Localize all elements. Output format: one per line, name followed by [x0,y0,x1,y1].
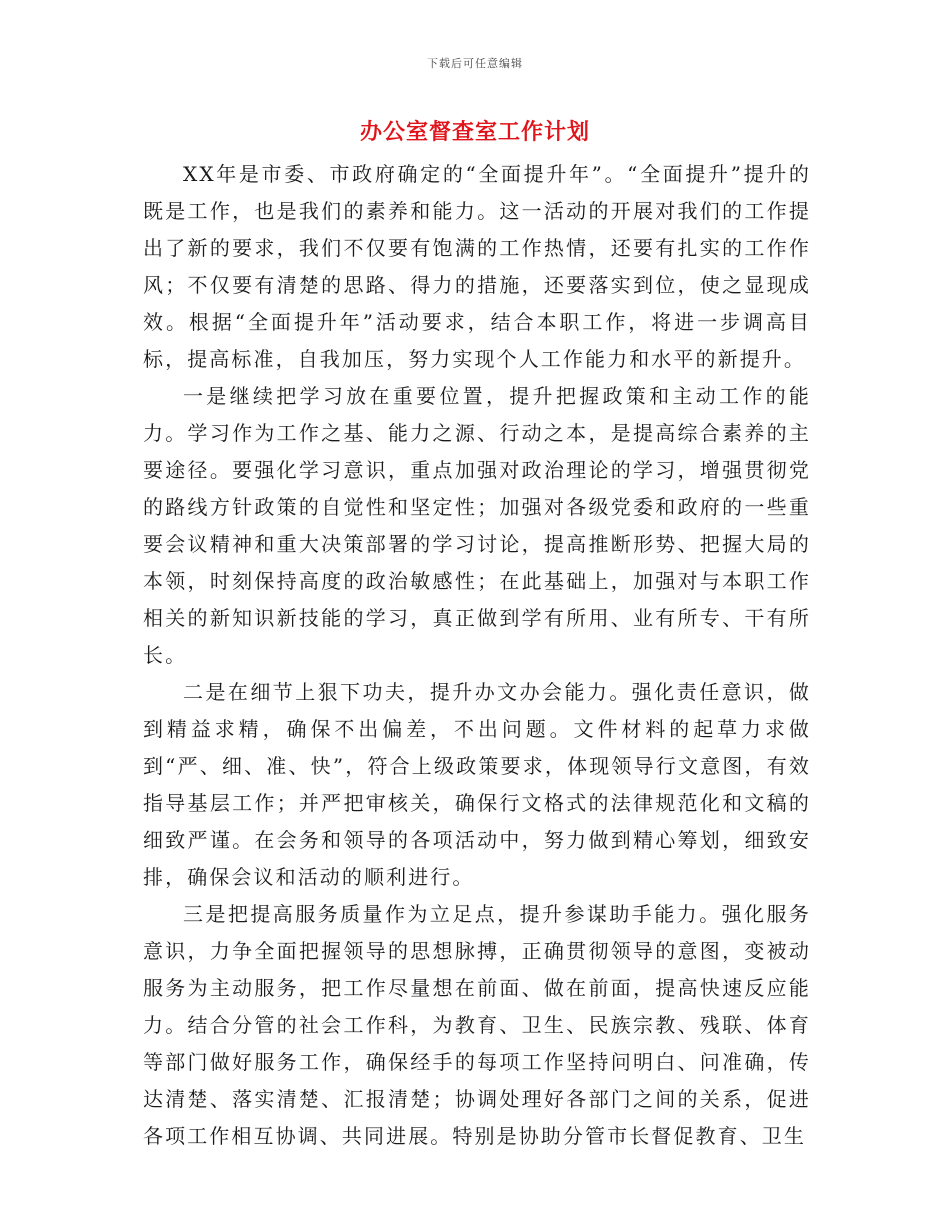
paragraph-point-two: 二是在细节上狠下功夫，提升办文办会能力。强化责任意识，做到精益求精，确保不出偏差，不出问题。文件材料的起草力求做到“严、细、准、快”，符合上级政策要求，体现领导行文意图，有效指导基层工作；并严把审核关，确保行文格式的法律规范化和文稿的细致严谨。在会务和领导的各项活动中，努力做到精心筹划，细致安排，确保会议和活动的顺利进行。 [143,680,811,889]
header-note: 下载后可任意编辑 [427,57,523,70]
document-title: 办公室督查室工作计划 [359,119,590,145]
paragraph-intro: XX年是市委、市政府确定的“全面提升年”。“全面提升”提升的既是工作，也是我们的素养和能力。这一活动的开展对我们的工作提出了新的要求，我们不仅要有饱满的工作热情，还要有扎实的工作作风；不仅要有清楚的思路、得力的措施，还要落实到位，使之显现成效。根据“全面提升年”活动要求，结合本职工作，将进一步调高目标，提高标准，自我加压，努力实现个人工作能力和水平的新提升。 [143,162,811,371]
paragraph-point-three: 三是把提高服务质量作为立足点，提升参谋助手能力。强化服务意识，力争全面把握领导的思想脉搏，正确贯彻领导的意图，变被动服务为主动服务，把工作尽量想在前面、做在前面，提高快速反应能力。结合分管的社会工作科，为教育、卫生、民族宗教、残联、体育等部门做好服务工作，确保经手的每项工作坚持问明白、问准确，传达清楚、落实清楚、汇报清楚；协调处理好各部门之间的关系，促进各项工作相互协调、共同进展。特别是协助分管市长督促教育、卫生 [143,902,811,1148]
document-body [143,156,811,1155]
paragraph-point-one: 一是继续把学习放在重要位置，提升把握政策和主动工作的能力。学习作为工作之基、能力之源、行动之本，是提高综合素养的主要途径。要强化学习意识，重点加强对政治理论的学习，增强贯彻党的路线方针政策的自觉性和坚定性；加强对各级党委和政府的一些重要会议精神和重大决策部署的学习讨论，提高推断形势、把握大局的本领，时刻保持高度的政治敏感性；在此基础上，加强对与本职工作相关的新知识新技能的学习，真正做到学有所用、业有所专、干有所长。 [143,384,811,667]
